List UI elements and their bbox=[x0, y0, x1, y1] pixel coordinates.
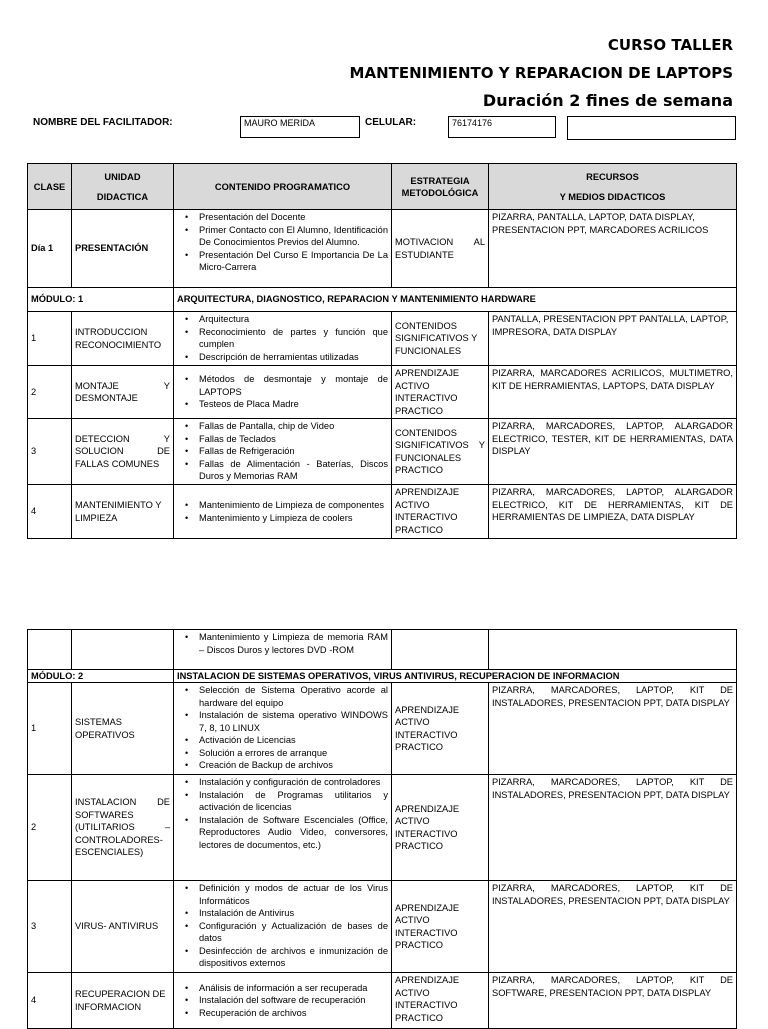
table-row bbox=[28, 366, 737, 419]
header-contenido: CONTENIDO PROGRAMATICO bbox=[174, 164, 392, 210]
phone-label: CELULAR: bbox=[365, 117, 417, 128]
facilitator-label: NOMBRE DEL FACILITADOR: bbox=[33, 117, 173, 128]
row-contenido bbox=[174, 312, 392, 366]
content-bullet-item: • Presentación del Docente bbox=[199, 211, 388, 224]
facilitator-name-field: MAURO MERIDA bbox=[240, 116, 360, 138]
module-label: MÓDULO: 2 bbox=[28, 670, 174, 683]
row-unidad: SISTEMAS OPERATIVOS bbox=[72, 683, 174, 775]
row-estrategia: APRENDIZAJE ACTIVO INTERACTIVO PRACTICO bbox=[392, 485, 489, 539]
row-estrategia: MOTIVACION AL ESTUDIANTE bbox=[392, 210, 489, 288]
header-recursos: RECURSOS Y MEDIOS DIDACTICOS bbox=[489, 164, 737, 210]
header-unidad: UNIDAD DIDACTICA bbox=[72, 164, 174, 210]
table-row bbox=[28, 775, 737, 881]
row-contenido bbox=[174, 485, 392, 539]
module-title: ARQUITECTURA, DIAGNOSTICO, REPARACION Y MANTENIMIENTO HARDWARE bbox=[174, 288, 737, 312]
row-contenido bbox=[174, 881, 392, 973]
content-bullet-item: • Instalación de Software Escenciales (Office, Reproductores Audio Video, conversores, lectores de documentos, etc.) bbox=[199, 814, 388, 852]
content-bullet-item: • Definición y modos de actuar de los Virus Informáticos bbox=[199, 882, 388, 907]
row-estrategia: CONTENIDOS SIGNIFICATIVOS Y FUNCIONALES bbox=[392, 312, 489, 366]
content-bullet-item: • Mantenimiento de Limpieza de componentes bbox=[199, 499, 388, 512]
content-bullet-item: • Instalación del software de recuperación bbox=[199, 994, 388, 1007]
row-contenido bbox=[174, 775, 392, 881]
content-bullet-item: • Instalación de sistema operativo WINDOWS 7, 8, 10 LINUX bbox=[199, 709, 388, 734]
row-unidad: VIRUS- ANTIVIRUS bbox=[72, 881, 174, 973]
content-bullet-item: • Fallas de Teclados bbox=[199, 433, 388, 446]
content-bullet-item: • Instalación de Programas utilitarios y activación de licencias bbox=[199, 789, 388, 814]
row-recursos: PIZARRA, MARCADORES, LAPTOP, KIT DE INSTALADORES, PRESENTACION PPT, DATA DISPLAY bbox=[489, 683, 737, 775]
row-clase: 4 bbox=[28, 973, 72, 1029]
row-estrategia: APRENDIZAJE ACTIVO INTERACTIVO PRACTICO bbox=[392, 683, 489, 775]
row-contenido bbox=[174, 630, 392, 670]
row-clase bbox=[28, 630, 72, 670]
phone-field: 76174176 bbox=[448, 116, 556, 138]
row-recursos: PIZARRA, MARCADORES ACRILICOS, MULTIMETRO, KIT DE HERRAMIENTAS, LAPTOPS, DATA DISPLAY bbox=[489, 366, 737, 419]
table-row bbox=[28, 881, 737, 973]
curriculum-table-page2 bbox=[27, 629, 737, 1029]
header-estrategia: ESTRATEGIA METODOLÓGICA bbox=[392, 164, 489, 210]
row-estrategia: APRENDIZAJE ACTIVO INTERACTIVO PRACTICO bbox=[392, 366, 489, 419]
content-bullet-item: • Métodos de desmontaje y montaje de LAPTOPS bbox=[199, 373, 388, 398]
content-bullet-item: • Presentación Del Curso E Importancia De La Micro-Carrera bbox=[199, 249, 388, 274]
table-row bbox=[28, 419, 737, 485]
course-name-title: MANTENIMIENTO Y REPARACION DE LAPTOPS bbox=[349, 64, 733, 82]
row-unidad: PRESENTACIÓN bbox=[72, 210, 174, 288]
row-clase: 1 bbox=[28, 683, 72, 775]
row-estrategia: CONTENIDOS SIGNIFICATIVOS Y FUNCIONALES PRACTICO bbox=[392, 419, 489, 485]
content-bullet-item: • Activación de Licencias bbox=[199, 734, 388, 747]
row-contenido bbox=[174, 210, 392, 288]
row-clase: 2 bbox=[28, 366, 72, 419]
table-row bbox=[28, 630, 737, 670]
row-clase: 3 bbox=[28, 419, 72, 485]
content-bullet-item: • Fallas de Pantalla, chip de Video bbox=[199, 420, 388, 433]
row-recursos: PIZARRA, PANTALLA, LAPTOP, DATA DISPLAY, PRESENTACION PPT, MARCADORES ACRILICOS bbox=[489, 210, 737, 288]
row-recursos: PIZARRA, MARCADORES, LAPTOP, ALARGADOR ELECTRICO, KIT DE HERRAMIENTAS, KIT DE HERRAMIENTAS DE LIMPIEZA, DATA DISPLAY bbox=[489, 485, 737, 539]
extra-field bbox=[567, 116, 736, 140]
row-recursos bbox=[489, 630, 737, 670]
content-bullet-item: • Primer Contacto con El Alumno, Identificación De Conocimientos Previos del Alumno. bbox=[199, 224, 388, 249]
module-row bbox=[28, 288, 737, 312]
row-clase: 4 bbox=[28, 485, 72, 539]
content-bullet-item: • Reconocimiento de partes y función que cumplen bbox=[199, 326, 388, 351]
row-unidad bbox=[72, 630, 174, 670]
course-duration: Duración 2 fines de semana bbox=[482, 91, 733, 110]
content-bullet-item: • Descripción de herramientas utilizadas bbox=[199, 351, 388, 364]
content-bullet-item: • Mantenimiento y Limpieza de coolers bbox=[199, 512, 388, 525]
content-bullet-item: • Selección de Sistema Operativo acorde al hardware del equipo bbox=[199, 684, 388, 709]
table-row bbox=[28, 312, 737, 366]
table-row bbox=[28, 485, 737, 539]
row-recursos: PIZARRA, MARCADORES, LAPTOP, KIT DE INSTALADORES, PRESENTACION PPT, DATA DISPLAY bbox=[489, 881, 737, 973]
table-row bbox=[28, 973, 737, 1029]
row-unidad: MANTENIMIENTO Y LIMPIEZA bbox=[72, 485, 174, 539]
row-recursos: PANTALLA, PRESENTACION PPT PANTALLA, LAPTOP, IMPRESORA, DATA DISPLAY bbox=[489, 312, 737, 366]
row-recursos: PIZARRA, MARCADORES, LAPTOP, KIT DE SOFTWARE, PRESENTACION PPT, DATA DISPLAY bbox=[489, 973, 737, 1029]
row-contenido bbox=[174, 683, 392, 775]
content-bullet-item: • Configuración y Actualización de bases de datos bbox=[199, 920, 388, 945]
row-estrategia bbox=[392, 630, 489, 670]
row-contenido bbox=[174, 973, 392, 1029]
row-recursos: PIZARRA, MARCADORES, LAPTOP, ALARGADOR ELECTRICO, TESTER, KIT DE HERRAMIENTAS, DATA DISPLAY bbox=[489, 419, 737, 485]
row-unidad: INTRODUCCION RECONOCIMIENTO bbox=[72, 312, 174, 366]
content-bullet-item: • Solución a errores de arranque bbox=[199, 747, 388, 760]
header-clase: CLASE bbox=[28, 164, 72, 210]
row-clase: 2 bbox=[28, 775, 72, 881]
content-bullet-item: • Fallas de Refrigeración bbox=[199, 445, 388, 458]
table-row bbox=[28, 683, 737, 775]
content-bullet-item: • Mantenimiento y Limpieza de memoria RAM – Discos Duros y lectores DVD -ROM bbox=[199, 631, 388, 656]
row-recursos: PIZARRA, MARCADORES, LAPTOP, KIT DE INSTALADORES, PRESENTACION PPT, DATA DISPLAY bbox=[489, 775, 737, 881]
content-bullet-item: • Análisis de información a ser recuperada bbox=[199, 982, 388, 995]
module-title: INSTALACION DE SISTEMAS OPERATIVOS, VIRUS ANTIVIRUS, RECUPERACION DE INFORMACION bbox=[174, 670, 737, 683]
course-type-title: CURSO TALLER bbox=[607, 36, 733, 54]
table-row bbox=[28, 210, 737, 288]
row-unidad: DETECCION Y SOLUCION DE FALLAS COMUNES bbox=[72, 419, 174, 485]
row-contenido bbox=[174, 419, 392, 485]
content-bullet-item: • Fallas de Alimentación - Baterías, Discos Duros y Memorias RAM bbox=[199, 458, 388, 483]
content-bullet-item: • Instalación de Antivirus bbox=[199, 907, 388, 920]
row-unidad: RECUPERACION DE INFORMACION bbox=[72, 973, 174, 1029]
row-clase: 1 bbox=[28, 312, 72, 366]
row-clase: Día 1 bbox=[28, 210, 72, 288]
curriculum-table-page1 bbox=[27, 163, 737, 539]
row-estrategia: APRENDIZAJE ACTIVO INTERACTIVO PRACTICO bbox=[392, 973, 489, 1029]
content-bullet-item: • Recuperación de archivos bbox=[199, 1007, 388, 1020]
module-row bbox=[28, 670, 737, 683]
row-estrategia: APRENDIZAJE ACTIVO INTERACTIVO PRACTICO bbox=[392, 775, 489, 881]
row-estrategia: APRENDIZAJE ACTIVO INTERACTIVO PRACTICO bbox=[392, 881, 489, 973]
content-bullet-item: • Desinfección de archivos e inmunización de dispositivos externos bbox=[199, 945, 388, 970]
row-unidad: INSTALACION DE SOFTWARES (UTILITARIOS – CONTROLADORES-ESCENCIALES) bbox=[72, 775, 174, 881]
table-header-row bbox=[28, 164, 737, 210]
row-clase: 3 bbox=[28, 881, 72, 973]
row-contenido bbox=[174, 366, 392, 419]
row-unidad: MONTAJE Y DESMONTAJE bbox=[72, 366, 174, 419]
content-bullet-item: • Testeos de Placa Madre bbox=[199, 398, 388, 411]
module-label: MÓDULO: 1 bbox=[28, 288, 174, 312]
content-bullet-item: • Creación de Backup de archivos bbox=[199, 759, 388, 772]
content-bullet-item: • Arquitectura bbox=[199, 313, 388, 326]
content-bullet-item: • Instalación y configuración de controladores bbox=[199, 776, 388, 789]
